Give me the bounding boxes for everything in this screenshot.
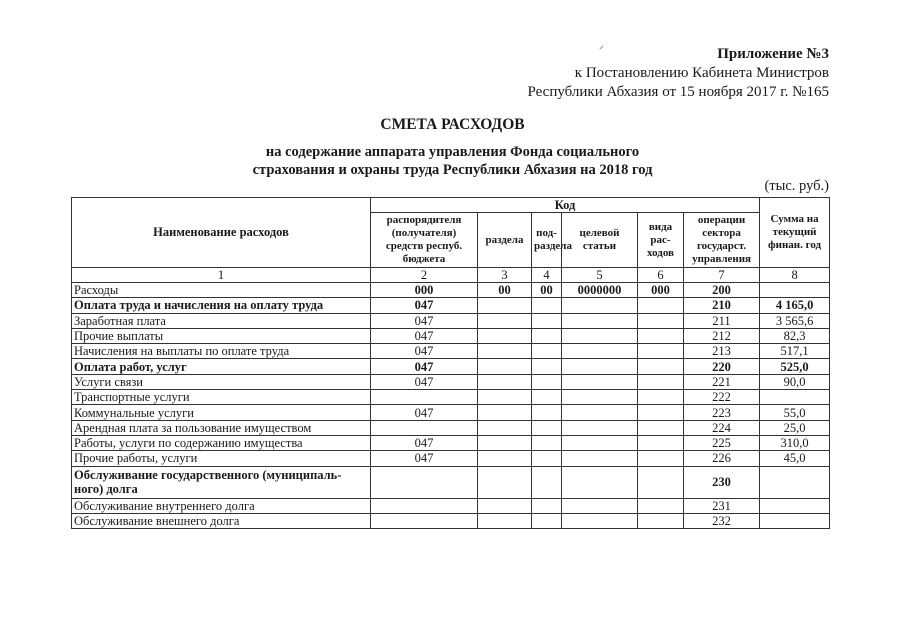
column-number: 1 [72,268,371,283]
code-section: 00 [478,283,532,298]
code-expense-type [638,313,684,328]
expense-name: Обслуживание государственного (муниципаль-ного) долга [72,466,371,498]
code-manager [371,498,478,513]
code-target-article [562,420,638,435]
column-number: 4 [532,268,562,283]
code-subsection: 00 [532,283,562,298]
column-header-section: раздела [478,213,532,268]
code-operation: 223 [684,405,760,420]
table-row [72,405,830,420]
code-section [478,435,532,450]
amount [760,498,830,513]
code-section [478,513,532,528]
code-target-article [562,390,638,405]
table-body [72,283,830,529]
code-manager [371,390,478,405]
code-section [478,498,532,513]
amount [760,390,830,405]
code-target-article [562,466,638,498]
expense-name: Оплата труда и начисления на оплату труда [72,298,371,313]
column-header-subsection: под-раздела [532,213,562,268]
code-section [478,466,532,498]
appendix-reference-line-2: Республики Абхазия от 15 ноября 2017 г. №165 [527,84,829,100]
code-target-article [562,298,638,313]
code-manager: 047 [371,451,478,466]
amount: 45,0 [760,451,830,466]
appendix-title: Приложение №3 [717,46,829,62]
code-operation: 224 [684,420,760,435]
code-operation: 232 [684,513,760,528]
amount: 525,0 [760,359,830,374]
code-operation: 200 [684,283,760,298]
code-manager: 047 [371,405,478,420]
column-number: 6 [638,268,684,283]
subtitle-line-1: на содержание аппарата управления Фонда социального [265,144,640,160]
code-subsection [532,420,562,435]
column-header-operation: операции сектора государст. управления [684,213,760,268]
amount: 4 165,0 [760,298,830,313]
code-expense-type [638,498,684,513]
code-target-article [562,498,638,513]
amount: 90,0 [760,374,830,389]
code-expense-type [638,513,684,528]
code-operation: 221 [684,374,760,389]
table-row [72,344,830,359]
amount: 310,0 [760,435,830,450]
table-row [72,390,830,405]
code-target-article [562,359,638,374]
column-number: 5 [562,268,638,283]
expense-name: Арендная плата за пользование имуществом [72,420,371,435]
expense-name: Расходы [72,283,371,298]
amount [760,513,830,528]
code-target-article: 0000000 [562,283,638,298]
code-subsection [532,451,562,466]
header-row-1 [72,198,830,213]
column-number: 3 [478,268,532,283]
code-subsection [532,498,562,513]
code-manager: 047 [371,313,478,328]
code-expense-type: 000 [638,283,684,298]
expense-name: Обслуживание внешнего долга [72,513,371,528]
code-expense-type [638,328,684,343]
code-section [478,405,532,420]
code-subsection [532,298,562,313]
document-title: СМЕТА РАСХОДОВ [380,116,525,133]
table-row [72,420,830,435]
code-subsection [532,405,562,420]
expense-name: Заработная плата [72,313,371,328]
column-number: 2 [371,268,478,283]
table-row [72,466,830,498]
code-operation: 222 [684,390,760,405]
code-section [478,451,532,466]
code-manager: 047 [371,328,478,343]
column-group-header-code: Код [371,198,760,213]
expense-estimate-table [71,197,830,529]
expense-name: Оплата работ, услуг [72,359,371,374]
table-row [72,513,830,528]
appendix-block [528,45,830,102]
column-header-manager: распорядителя (получателя) средств респуб. бюджета [371,213,478,268]
subtitle-line-2: страхования и охраны труда Республики Абхазия на 2018 год [252,162,653,178]
code-section [478,359,532,374]
column-header-target-article: целевой статьи [562,213,638,268]
code-expense-type [638,420,684,435]
code-operation: 226 [684,451,760,466]
code-operation: 231 [684,498,760,513]
code-target-article [562,405,638,420]
code-manager [371,513,478,528]
amount [760,283,830,298]
expense-name: Коммунальные услуги [72,405,371,420]
code-target-article [562,435,638,450]
code-subsection [532,313,562,328]
column-header-expense-type: вида рас-ходов [638,213,684,268]
code-manager: 047 [371,435,478,450]
code-section [478,390,532,405]
code-section [478,313,532,328]
code-expense-type [638,374,684,389]
code-expense-type [638,344,684,359]
code-section [478,374,532,389]
amount: 517,1 [760,344,830,359]
code-expense-type [638,466,684,498]
code-section [478,328,532,343]
code-subsection [532,466,562,498]
column-number-row [72,268,830,283]
code-subsection [532,344,562,359]
units-label: (тыс. руб.) [764,178,829,194]
code-expense-type [638,298,684,313]
code-operation: 210 [684,298,760,313]
code-subsection [532,435,562,450]
code-expense-type [638,451,684,466]
code-manager: 047 [371,374,478,389]
table-row [72,359,830,374]
amount: 55,0 [760,405,830,420]
code-operation: 230 [684,466,760,498]
code-operation: 213 [684,344,760,359]
document-subtitle [0,143,905,179]
expense-name: Обслуживание внутреннего долга [72,498,371,513]
table-row [72,374,830,389]
table-row [72,328,830,343]
appendix-reference-line-1: к Постановлению Кабинета Министров [574,65,829,81]
code-manager: 047 [371,344,478,359]
code-operation: 220 [684,359,760,374]
expense-name: Транспортные услуги [72,390,371,405]
code-target-article [562,328,638,343]
code-manager: 000 [371,283,478,298]
expense-name: Прочие выплаты [72,328,371,343]
code-section [478,298,532,313]
code-manager: 047 [371,298,478,313]
amount: 25,0 [760,420,830,435]
code-expense-type [638,359,684,374]
table-row [72,498,830,513]
code-subsection [532,390,562,405]
table-row [72,451,830,466]
code-expense-type [638,405,684,420]
code-target-article [562,451,638,466]
code-subsection [532,374,562,389]
code-operation: 212 [684,328,760,343]
column-header-name: Наименование расходов [72,198,371,268]
amount [760,466,830,498]
amount: 3 565,6 [760,313,830,328]
code-expense-type [638,435,684,450]
expense-name: Работы, услуги по содержанию имущества [72,435,371,450]
code-target-article [562,374,638,389]
expense-name: Услуги связи [72,374,371,389]
code-manager: 047 [371,359,478,374]
code-target-article [562,313,638,328]
code-subsection [532,328,562,343]
table-row [72,298,830,313]
code-target-article [562,344,638,359]
table-row [72,313,830,328]
code-manager [371,466,478,498]
code-operation: 225 [684,435,760,450]
code-manager [371,420,478,435]
column-header-sum: Сумма на текущий финан. год [760,198,830,268]
code-subsection [532,513,562,528]
table-row [72,435,830,450]
code-target-article [562,513,638,528]
code-subsection [532,359,562,374]
column-number: 7 [684,268,760,283]
code-operation: 211 [684,313,760,328]
table-row [72,283,830,298]
column-number: 8 [760,268,830,283]
code-expense-type [638,390,684,405]
expense-name: Начисления на выплаты по оплате труда [72,344,371,359]
code-section [478,420,532,435]
amount: 82,3 [760,328,830,343]
code-section [478,344,532,359]
expense-name: Прочие работы, услуги [72,451,371,466]
